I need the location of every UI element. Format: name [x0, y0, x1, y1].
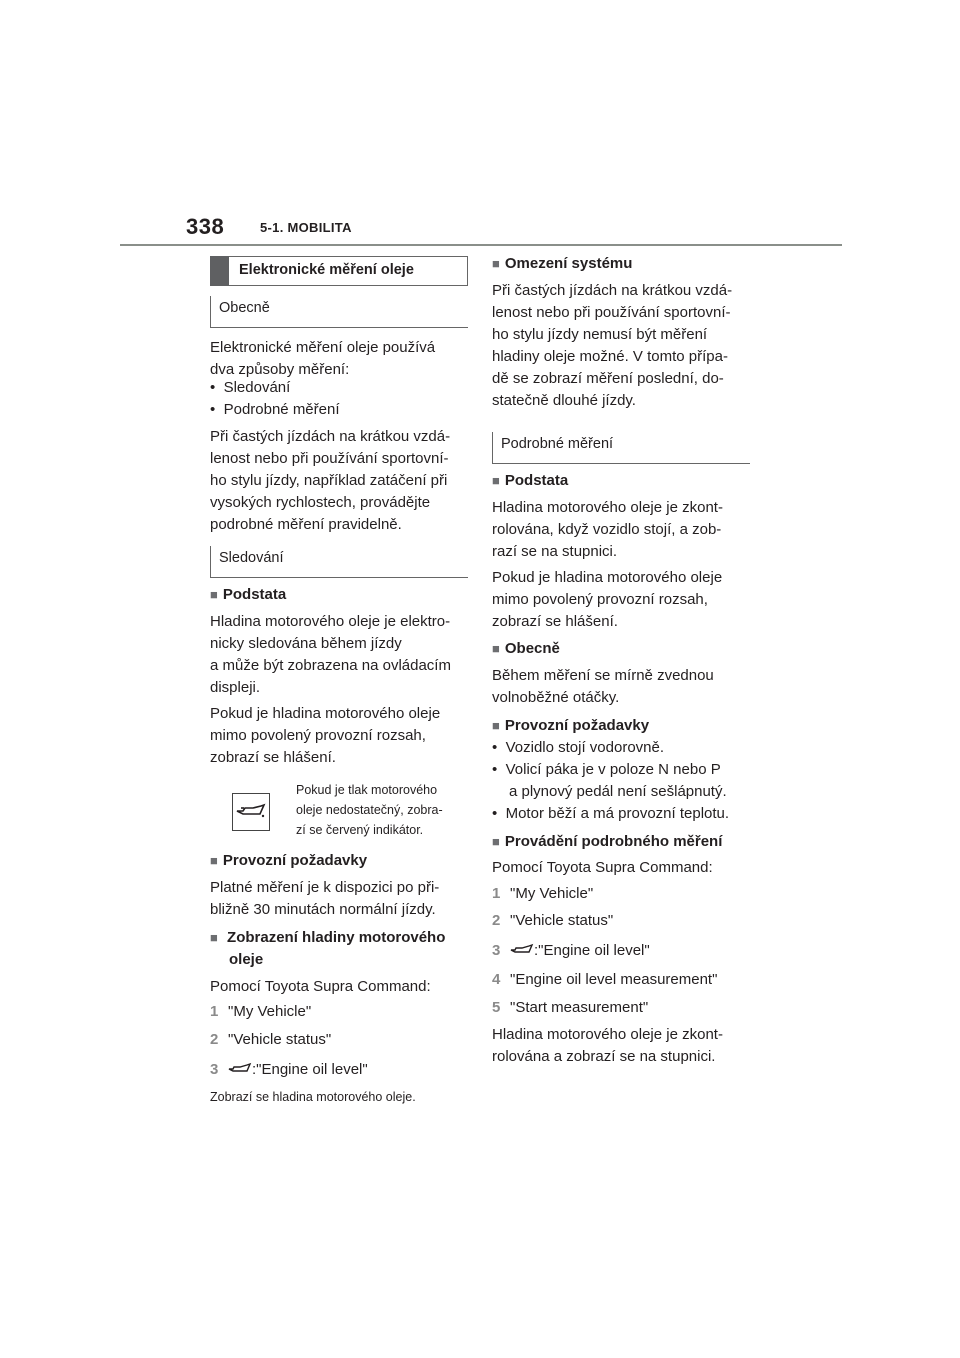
subheading-box — [492, 432, 750, 464]
heading-requirements: ■ Provozní požadavky — [210, 850, 367, 872]
paragraph: Při častých jízdách na krátkou vzdá- lenost nebo při používání sportovní- ho stylu jízdy nemusí být měření hladiny oleje možné. V tomto přípa- dě se zobrazí měření poslední, do- statečně dlouhé jízdy. — [492, 282, 733, 409]
list-item: • Podrobné měření — [210, 401, 340, 418]
header-divider — [120, 244, 842, 246]
heading-perform: ■ Provádění podrobného měření — [492, 831, 722, 853]
list-item: • Sledování — [210, 379, 291, 396]
paragraph: Při častých jízdách na krátkou vzdá- lenost nebo při používání sportovní- ho stylu jízdy, například zatáčení při vysokých rychlostech, provádějte podrobné měření pravidelně. — [210, 428, 451, 533]
step-item: 4 "Engine oil level measurement" — [492, 971, 718, 988]
paragraph: Hladina motorového oleje je zkont- rolována a zobrazí se na stupnici. — [492, 1026, 723, 1065]
command-intro: Pomocí Toyota Supra Command: — [210, 978, 431, 995]
paragraph: Hladina motorového oleje je elektro- nicky sledována během jízdy a může být zobrazena na ovládacím displeji. — [210, 613, 451, 696]
subheading-box — [210, 546, 468, 578]
heading-limits: ■ Omezení systému — [492, 253, 632, 275]
section-heading-box — [210, 256, 468, 286]
list-item: • Motor běží a má provozní teplotu. — [492, 805, 730, 822]
heading-tab — [210, 256, 229, 286]
step-item: 1 "My Vehicle" — [492, 885, 594, 902]
section-heading: Elektronické měření oleje — [239, 262, 414, 278]
paragraph: Pokud je hladina motorového oleje mimo povolený provozní rozsah, zobrazí se hlášení. — [210, 705, 441, 766]
paragraph: Platné měření je k dispozici po při- bližně 30 minutách normální jízdy. — [210, 879, 440, 918]
step-item: 3 :"Engine oil level" — [210, 1061, 368, 1078]
icon-note: Pokud je tlak motorového oleje nedostatečný, zobra- zí se červený indikátor. — [296, 783, 443, 837]
oil-pressure-icon — [232, 793, 270, 831]
list-item-continued: a plynový pedál není sešlápnutý. — [509, 783, 727, 800]
heading-podstata: ■ Podstata — [492, 470, 568, 492]
paragraph: Pokud je hladina motorového oleje mimo povolený provozní rozsah, zobrazí se hlášení. — [492, 569, 723, 630]
subheading-general: Obecně — [219, 300, 270, 316]
footnote: Zobrazí se hladina motorového oleje. — [210, 1090, 416, 1104]
subheading-monitoring: Sledování — [219, 550, 284, 566]
section-title: 5-1. MOBILITA — [260, 220, 352, 235]
heading-podstata: ■ Podstata — [210, 584, 286, 606]
oil-level-icon — [228, 1060, 252, 1074]
step-item: 2 "Vehicle status" — [210, 1031, 332, 1048]
list-item: • Volicí páka je v poloze N nebo P — [492, 761, 721, 778]
paragraph: Během měření se mírně zvednou volnoběžné otáčky. — [492, 667, 714, 706]
subheading-detailed: Podrobné měření — [501, 436, 614, 452]
command-intro: Pomocí Toyota Supra Command: — [492, 859, 713, 876]
step-item: 3 :"Engine oil level" — [492, 942, 650, 959]
step-item: 2 "Vehicle status" — [492, 912, 614, 929]
heading-general: ■ Obecně — [492, 638, 560, 660]
intro-paragraph: Elektronické měření oleje používá dva způsoby měření: — [210, 339, 436, 378]
list-item: • Vozidlo stojí vodorovně. — [492, 739, 665, 756]
page-number: 338 — [186, 214, 225, 239]
heading-requirements: ■ Provozní požadavky — [492, 715, 649, 737]
heading-display: ■ Zobrazení hladiny motorového — [210, 927, 445, 949]
paragraph: Hladina motorového oleje je zkont- rolována, když vozidlo stojí, a zob- razí se na stupnici. — [492, 499, 723, 560]
oil-level-icon — [510, 941, 534, 955]
heading-display-continued: oleje — [229, 951, 264, 968]
subheading-box — [210, 296, 468, 328]
step-item: 5 "Start measurement" — [492, 999, 649, 1016]
step-item: 1 "My Vehicle" — [210, 1003, 312, 1020]
